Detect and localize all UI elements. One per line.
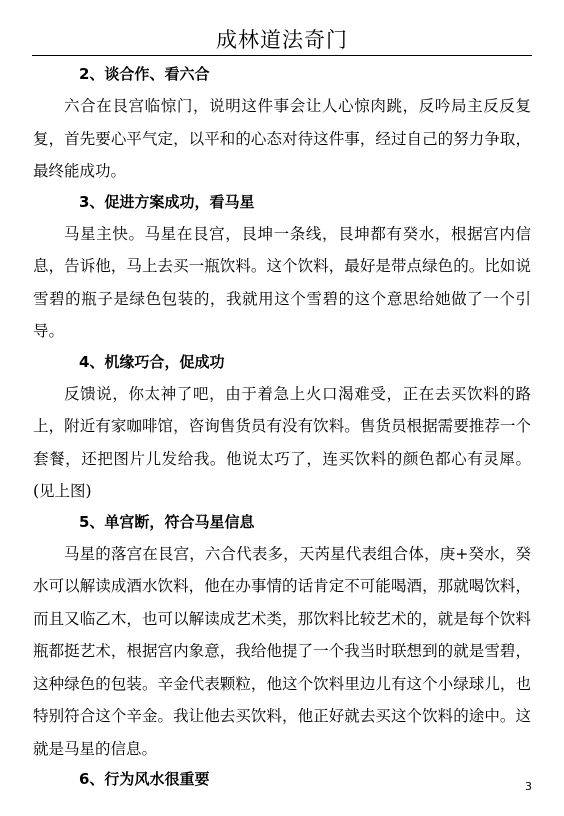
document-body <box>33 60 531 795</box>
section-heading-5: 5、单宫断，符合马星信息 <box>79 512 255 531</box>
header-divider <box>32 55 532 56</box>
section-paragraph-5: 马星的落宫在艮宫，六合代表多，天芮星代表组合体，庚+癸水，癸水可以解读成酒水饮料，他在办事情的话肯定不可能喝酒，那就喝饮料，而且又临乙木，也可以解读成艺术类，那饮料比较艺术的，就是每个饮料瓶都挺艺术，根据宫内象意，我给他提了一个我当时联想到的就是雪碧，这种绿色的包装。辛金代表颗粒，他这个饮料里边儿有这个小绿球儿，也特别符合这个辛金。我让他去买饮料，他正好就去买这个饮料的途中。这就是马星的信息。 <box>33 544 531 758</box>
page-number: 3 <box>525 780 532 793</box>
section-heading-6: 6、行为风水很重要 <box>79 770 210 788</box>
document-header-title: 成林道法奇门 <box>216 28 348 52</box>
section-paragraph-4: 反馈说，你太神了吧，由于着急上火口渴难受，正在去买饮料的路上，附近有家咖啡馆，咨询售货员有没有饮料。售货员根据需要推荐一个套餐，还把图片儿发给我。他说太巧了，连买饮料的颜色都心有灵犀。(见上图) <box>33 384 531 500</box>
section-heading-3: 3、促进方案成功，看马星 <box>79 192 255 211</box>
section-heading-4: 4、机缘巧合，促成功 <box>79 352 225 371</box>
section-paragraph-2: 六合在艮宫临惊门，说明这件事会让人心惊肉跳，反吟局主反反复复，首先要心平气定，以平和的心态对待这件事，经过自己的努力争取，最终能成功。 <box>33 97 531 180</box>
section-heading-2: 2、谈合作、看六合 <box>79 65 210 83</box>
section-paragraph-3: 马星主快。马星在艮宫，艮坤一条线，艮坤都有癸水，根据宫内信息，告诉他，马上去买一瓶饮料。这个饮料，最好是带点绿色的。比如说雪碧的瓶子是绿色包装的，我就用这个雪碧的这个意思给她做了一个引导。 <box>33 224 531 340</box>
